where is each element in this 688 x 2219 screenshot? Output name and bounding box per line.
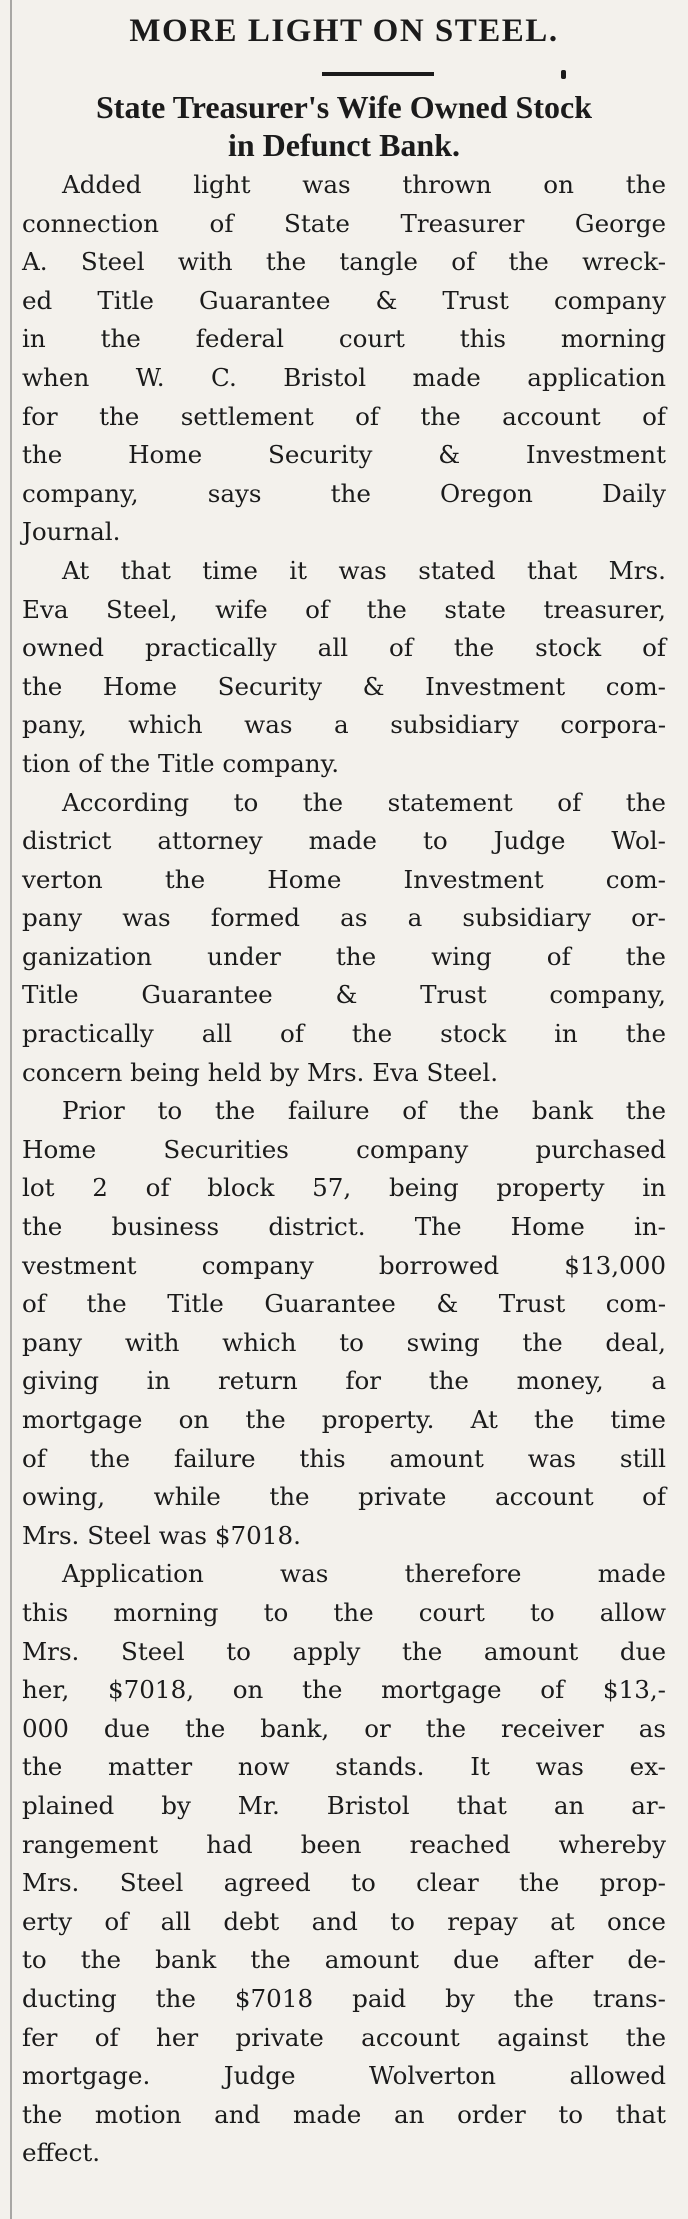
- article-line: to the bank the amount due after de-: [22, 1945, 666, 1975]
- article-line: mortgage on the property. At the time: [22, 1405, 666, 1434]
- article-line: plained by Mr. Bristol that an ar-: [22, 1790, 666, 1820]
- article-paragraph: [22, 166, 666, 552]
- article-line: when W. C. Bristol made application: [22, 362, 666, 392]
- article-line: the business district. The Home in-: [22, 1212, 666, 1242]
- article-line: concern being held by Mrs. Eva Steel.: [22, 1057, 499, 1087]
- article-line: tion of the Title company.: [22, 748, 340, 778]
- article-line: verton the Home Investment com-: [22, 864, 666, 894]
- article-line: Added light was thrown on the: [62, 170, 666, 199]
- article-line: pany was formed as a subsidiary or-: [22, 903, 666, 933]
- article-line: the Home Security & Investment com-: [22, 671, 666, 701]
- article-line: practically all of the stock in the: [22, 1019, 666, 1049]
- headline: MORE LIGHT ON STEEL.: [129, 13, 559, 49]
- article-line: A. Steel with the tangle of the wreck-: [22, 247, 666, 277]
- subhead-line-1: State Treasurer's Wife Owned Stock: [96, 89, 592, 125]
- article-line: in the federal court this morning: [22, 324, 666, 354]
- article-line: the motion and made an order to that: [22, 2099, 666, 2129]
- article-line: pany with which to swing the deal,: [22, 1327, 666, 1357]
- article-paragraph: [22, 784, 666, 1093]
- article-line: her, $7018, on the mortgage of $13,-: [22, 1675, 666, 1705]
- article-line: for the settlement of the account of: [22, 401, 666, 431]
- article-line: the Home Security & Investment: [22, 440, 666, 470]
- article-line: At that time it was stated that Mrs.: [62, 555, 666, 585]
- article-paragraph: [22, 1555, 666, 2173]
- article-line: rangement had been reached whereby: [22, 1829, 666, 1859]
- divider-dot: [561, 70, 566, 79]
- subhead-line-2: in Defunct Bank.: [227, 127, 461, 163]
- article-line: of the Title Guarantee & Trust com-: [22, 1289, 666, 1319]
- article-line: According to the statement of the: [62, 787, 666, 817]
- column-edge-rule: [10, 0, 12, 2219]
- subheadline: [22, 88, 666, 164]
- article-line: the matter now stands. It was ex-: [22, 1752, 666, 1782]
- article-line: Application was therefore made: [62, 1559, 666, 1589]
- article-line: Journal.: [22, 517, 121, 547]
- article-line: 000 due the bank, or the receiver as: [22, 1713, 666, 1743]
- headline-divider-row: [22, 54, 666, 88]
- article-line: lot 2 of block 57, being property in: [22, 1173, 666, 1203]
- article-line: Title Guarantee & Trust company,: [22, 980, 666, 1010]
- article-line: erty of all debt and to repay at once: [22, 1906, 666, 1936]
- article-line: connection of State Treasurer George: [22, 208, 666, 238]
- headline-divider: [322, 72, 434, 76]
- article-line: owned practically all of the stock of: [22, 633, 666, 663]
- article-line: Prior to the failure of the bank the: [62, 1096, 666, 1126]
- article-line: vestment company borrowed $13,000: [22, 1250, 666, 1280]
- article-line: Mrs. Steel to apply the amount due: [22, 1636, 666, 1666]
- article-line: company, says the Oregon Daily: [22, 478, 666, 508]
- article-line: this morning to the court to allow: [22, 1597, 666, 1627]
- article-line: Home Securities company purchased: [22, 1134, 666, 1164]
- article-line: ducting the $7018 paid by the trans-: [22, 1983, 666, 2013]
- article-line: mortgage. Judge Wolverton allowed: [22, 2061, 666, 2091]
- article-line: owing, while the private account of: [22, 1482, 666, 1512]
- article-paragraph: [22, 552, 666, 784]
- article-line: giving in return for the money, a: [22, 1366, 666, 1396]
- article-line: effect.: [22, 2138, 101, 2168]
- article-line: district attorney made to Judge Wol-: [22, 826, 666, 856]
- article-line: fer of her private account against the: [22, 2022, 666, 2052]
- article-line: Mrs. Steel agreed to clear the prop-: [22, 1868, 666, 1898]
- article-line: Mrs. Steel was $7018.: [22, 1520, 301, 1550]
- article-line: of the failure this amount was still: [22, 1443, 666, 1473]
- article-line: pany, which was a subsidiary corpora-: [22, 710, 666, 740]
- article-line: Eva Steel, wife of the state treasurer,: [22, 594, 666, 624]
- article-body: [22, 166, 666, 2173]
- article-paragraph: [22, 1092, 666, 1555]
- article-line: ganization under the wing of the: [22, 941, 666, 971]
- article-line: ed Title Guarantee & Trust company: [22, 285, 666, 315]
